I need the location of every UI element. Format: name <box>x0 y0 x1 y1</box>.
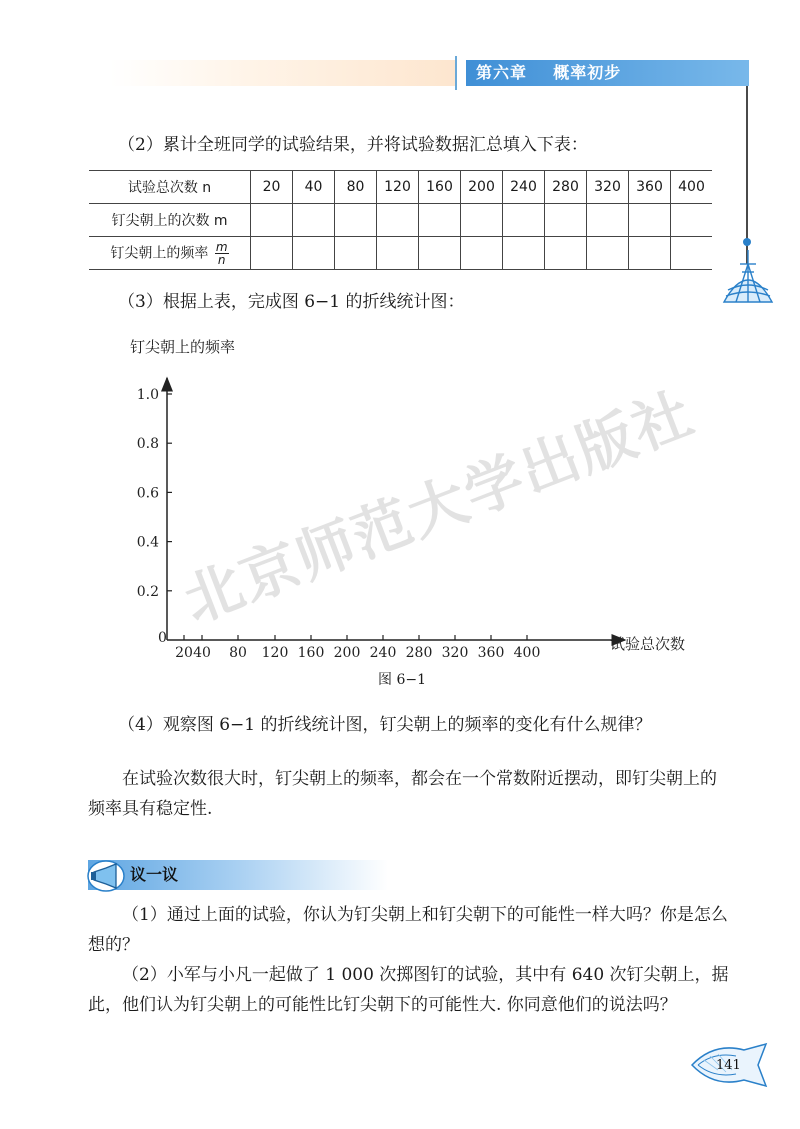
table-cell: 20 <box>251 171 293 204</box>
empty-cell[interactable] <box>545 237 587 270</box>
table-cell: 40 <box>293 171 335 204</box>
publisher-watermark: 北京师范大学出版社 <box>174 378 704 636</box>
empty-cell[interactable] <box>377 204 419 237</box>
empty-cell[interactable] <box>629 237 671 270</box>
megaphone-icon <box>86 858 126 894</box>
x-tick-label: 240 <box>369 645 397 661</box>
table-row <box>89 171 712 204</box>
y-tick-label: 0.6 <box>136 485 159 502</box>
table-cell: 80 <box>335 171 377 204</box>
header-separator <box>455 56 457 90</box>
section-4-text: （4）观察图 6−1 的折线统计图，钉尖朝上的频率的变化有什么规律？ <box>118 715 652 735</box>
x-tick-label: 20 <box>175 645 193 661</box>
discuss-question-1: （1）通过上面的试验，你认为钉尖朝上和钉尖朝下的可能性一样大吗？你是怎么想的？ <box>88 905 728 955</box>
header-band <box>110 60 455 86</box>
x-tick-label: 120 <box>261 645 289 661</box>
y-tick-label: 0.2 <box>136 583 159 600</box>
y-axis-label: 钉尖朝上的频率 <box>130 338 236 356</box>
row-label-trials: 试验总次数 n <box>89 171 251 204</box>
fraction-m-over-n: $\frac{m}{n}$ <box>215 239 228 267</box>
empty-cell[interactable] <box>503 204 545 237</box>
table-cell: 320 <box>587 171 629 204</box>
x-tick-label: 80 <box>229 645 247 661</box>
row-label-count: 钉尖朝上的次数 m <box>89 204 251 237</box>
empty-cell[interactable] <box>461 237 503 270</box>
empty-cell[interactable] <box>545 204 587 237</box>
table-cell: 360 <box>629 171 671 204</box>
x-tick-label: 40 <box>193 645 211 661</box>
table-cell: 280 <box>545 171 587 204</box>
empty-cell[interactable] <box>293 204 335 237</box>
empty-cell[interactable] <box>587 204 629 237</box>
empty-cell[interactable] <box>293 237 335 270</box>
y-tick-label: 0.8 <box>136 436 159 453</box>
conclusion-paragraph: 在试验次数很大时，钉尖朝上的频率，都会在一个常数附近摆动，即钉尖朝上的频率具有稳定性. <box>88 769 717 819</box>
row-label-frequency: 钉尖朝上的频率 $\frac{m}{n}$ <box>89 237 251 270</box>
table-row <box>89 237 712 270</box>
data-table <box>89 170 712 270</box>
y-tick-label: 0.4 <box>136 534 159 551</box>
x-tick-label: 280 <box>405 645 433 661</box>
section-2-text: （2）累计全班同学的试验结果，并将试验数据汇总填入下表： <box>118 135 588 155</box>
origin-label: 0 <box>158 630 167 646</box>
empty-cell[interactable] <box>419 204 461 237</box>
empty-cell[interactable] <box>587 237 629 270</box>
side-rule-knob <box>743 238 751 246</box>
chapter-title: 第六章 概率初步 <box>466 60 749 86</box>
compass-emblem-icon <box>718 250 778 310</box>
empty-cell[interactable] <box>335 237 377 270</box>
section-3-text: （3）根据上表，完成图 6−1 的折线统计图： <box>118 292 465 312</box>
x-tick-label: 320 <box>441 645 469 661</box>
empty-cell[interactable] <box>671 237 713 270</box>
page-number: 141 <box>716 1058 741 1073</box>
table-cell: 120 <box>377 171 419 204</box>
table-cell: 160 <box>419 171 461 204</box>
empty-cell[interactable] <box>461 204 503 237</box>
table-cell: 400 <box>671 171 713 204</box>
empty-cell[interactable] <box>419 237 461 270</box>
x-tick-label: 160 <box>297 645 325 661</box>
empty-cell[interactable] <box>503 237 545 270</box>
y-tick-label: 1.0 <box>136 387 159 403</box>
table-cell: 240 <box>503 171 545 204</box>
empty-cell[interactable] <box>251 237 293 270</box>
table-cell: 200 <box>461 171 503 204</box>
discuss-question-2: （2）小军与小凡一起做了 1 000 次掷图钉的试验，其中有 640 次钉尖朝上，据此，他们认为钉尖朝上的可能性比钉尖朝下的可能性大. 你同意他们的说法吗？ <box>88 965 729 1015</box>
empty-cell[interactable] <box>335 204 377 237</box>
x-tick-label: 200 <box>333 645 361 661</box>
figure-caption: 图 6−1 <box>378 672 426 688</box>
x-tick-label: 400 <box>513 645 541 661</box>
empty-cell[interactable] <box>251 204 293 237</box>
x-tick-label: 360 <box>477 645 505 661</box>
x-axis-label: 试验总次数 <box>610 635 686 653</box>
discuss-title: 议一议 <box>130 865 179 884</box>
empty-cell[interactable] <box>629 204 671 237</box>
empty-cell[interactable] <box>377 237 419 270</box>
table-row <box>89 204 712 237</box>
empty-cell[interactable] <box>671 204 713 237</box>
